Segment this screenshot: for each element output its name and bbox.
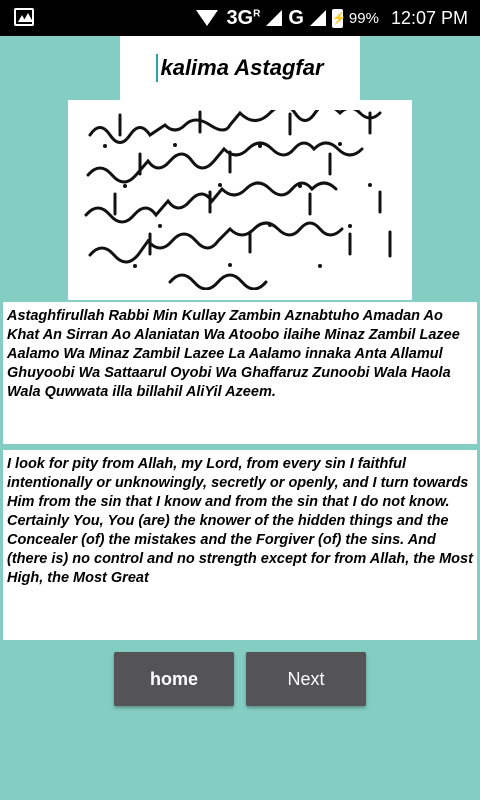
text-cursor	[156, 54, 158, 82]
transliteration-text: Astaghfirullah Rabbi Min Kullay Zambin Aznabtuho Amadan Ao Khat An Sirran Ao Alaniatan Wa Atoobo ilaihe Minaz Zambil Lazee Aalamo Wa Minaz Zambil Lazee La Aalamo innaka Anta Allamul Ghuyoobi Wa Sattaarul Oyobi Wa Ghaffaruz Zunoobi Wala Haola Wala Quwwata illa billahil AliYil Azeem.	[3, 302, 477, 444]
page-title: kalima Astagfar	[160, 55, 324, 80]
clock: 12:07 PM	[390, 7, 468, 28]
battery-charging-icon	[332, 9, 343, 28]
wifi-icon	[196, 10, 218, 26]
network-type-secondary: G	[288, 6, 304, 29]
signal-icon-secondary	[310, 10, 326, 26]
home-button[interactable]: home	[114, 652, 234, 706]
status-icons	[196, 0, 468, 36]
network-type: $3G^R$	[226, 6, 261, 29]
battery-percent: 99%	[348, 9, 379, 27]
next-button[interactable]: Next	[246, 652, 366, 706]
arabic-script-graphic	[80, 110, 400, 290]
gallery-icon	[14, 8, 34, 26]
translation-text: I look for pity from Allah, my Lord, from every sin I faithful intentionally or unknowingly, secretly or openly, and I turn towards Him from the sin that I know and from the sin that I do not know. Certainly You, You (are) the knower of the hidden things and the Concealer (of) the mistakes and the Forgiver (of) the sins. And (there is) no control and no strength except for from Allah, the Most High, the Most Great	[3, 450, 477, 640]
arabic-calligraphy-image	[68, 100, 412, 300]
title-box	[120, 36, 360, 100]
status-bar	[0, 0, 480, 36]
signal-icon	[266, 10, 282, 26]
